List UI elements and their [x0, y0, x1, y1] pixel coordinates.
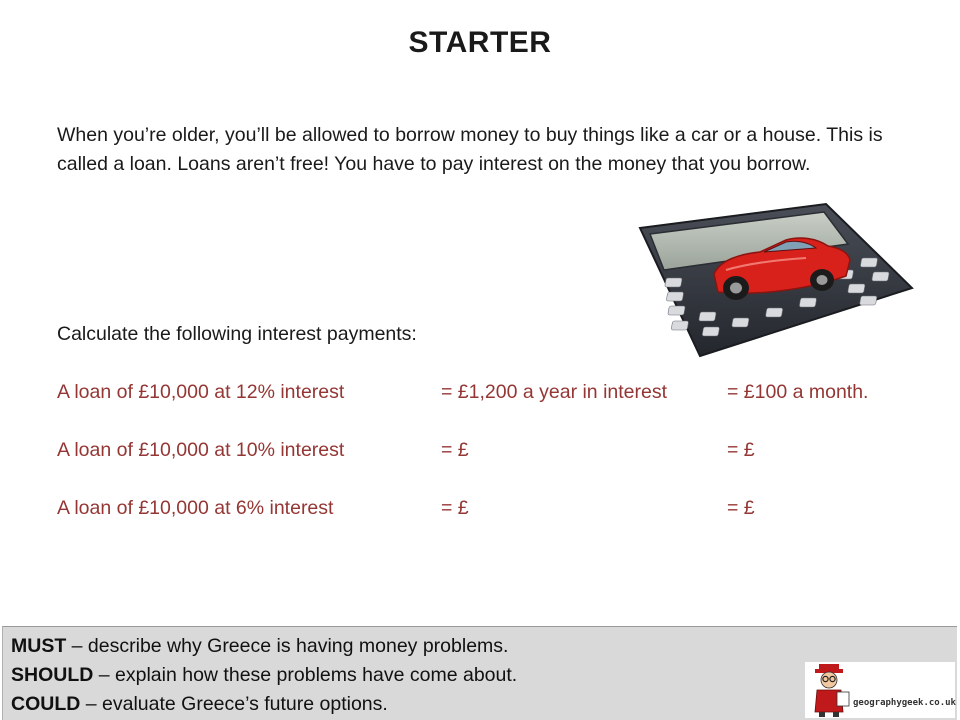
loan-description: A loan of £10,000 at 10% interest	[57, 439, 345, 461]
loan-monthly-payment: = £	[727, 439, 755, 461]
loan-row	[57, 381, 937, 411]
logo-text: geographygeek.co.uk	[853, 698, 956, 708]
should-text: – explain how these problems have come about.	[93, 664, 518, 686]
loan-row	[57, 439, 937, 469]
must-label: MUST	[11, 635, 67, 657]
loan-yearly-interest: = £1,200 a year in interest	[441, 381, 668, 403]
should-label: SHOULD	[11, 664, 94, 686]
could-label: COULD	[11, 693, 81, 715]
loan-monthly-payment: = £	[727, 497, 755, 519]
must-text: – describe why Greece is having money problems.	[66, 635, 509, 657]
loan-yearly-interest: = £	[441, 497, 469, 519]
should-objective	[11, 664, 517, 687]
geek-mascot-icon	[807, 662, 853, 718]
slide-title: STARTER	[408, 26, 552, 59]
calculator-icon	[636, 200, 916, 360]
instruction-text: Calculate the following interest payments:	[57, 323, 417, 345]
loan-yearly-interest: = £	[441, 439, 469, 461]
loan-row	[57, 497, 937, 527]
intro-paragraph: When you’re older, you’ll be allowed to borrow money to buy things like a car or a house. This is called a loan. Loans aren’t free! You have to pay interest on the money that you borrow.	[57, 124, 883, 175]
loan-description: A loan of £10,000 at 12% interest	[57, 381, 345, 403]
calculator-car-image	[636, 200, 916, 360]
loan-description: A loan of £10,000 at 6% interest	[57, 497, 334, 519]
geographygeek-logo	[805, 662, 955, 718]
loan-monthly-payment: = £100 a month.	[727, 381, 869, 403]
could-objective	[11, 693, 388, 716]
must-objective	[11, 635, 508, 658]
could-text: – evaluate Greece’s future options.	[80, 693, 388, 715]
